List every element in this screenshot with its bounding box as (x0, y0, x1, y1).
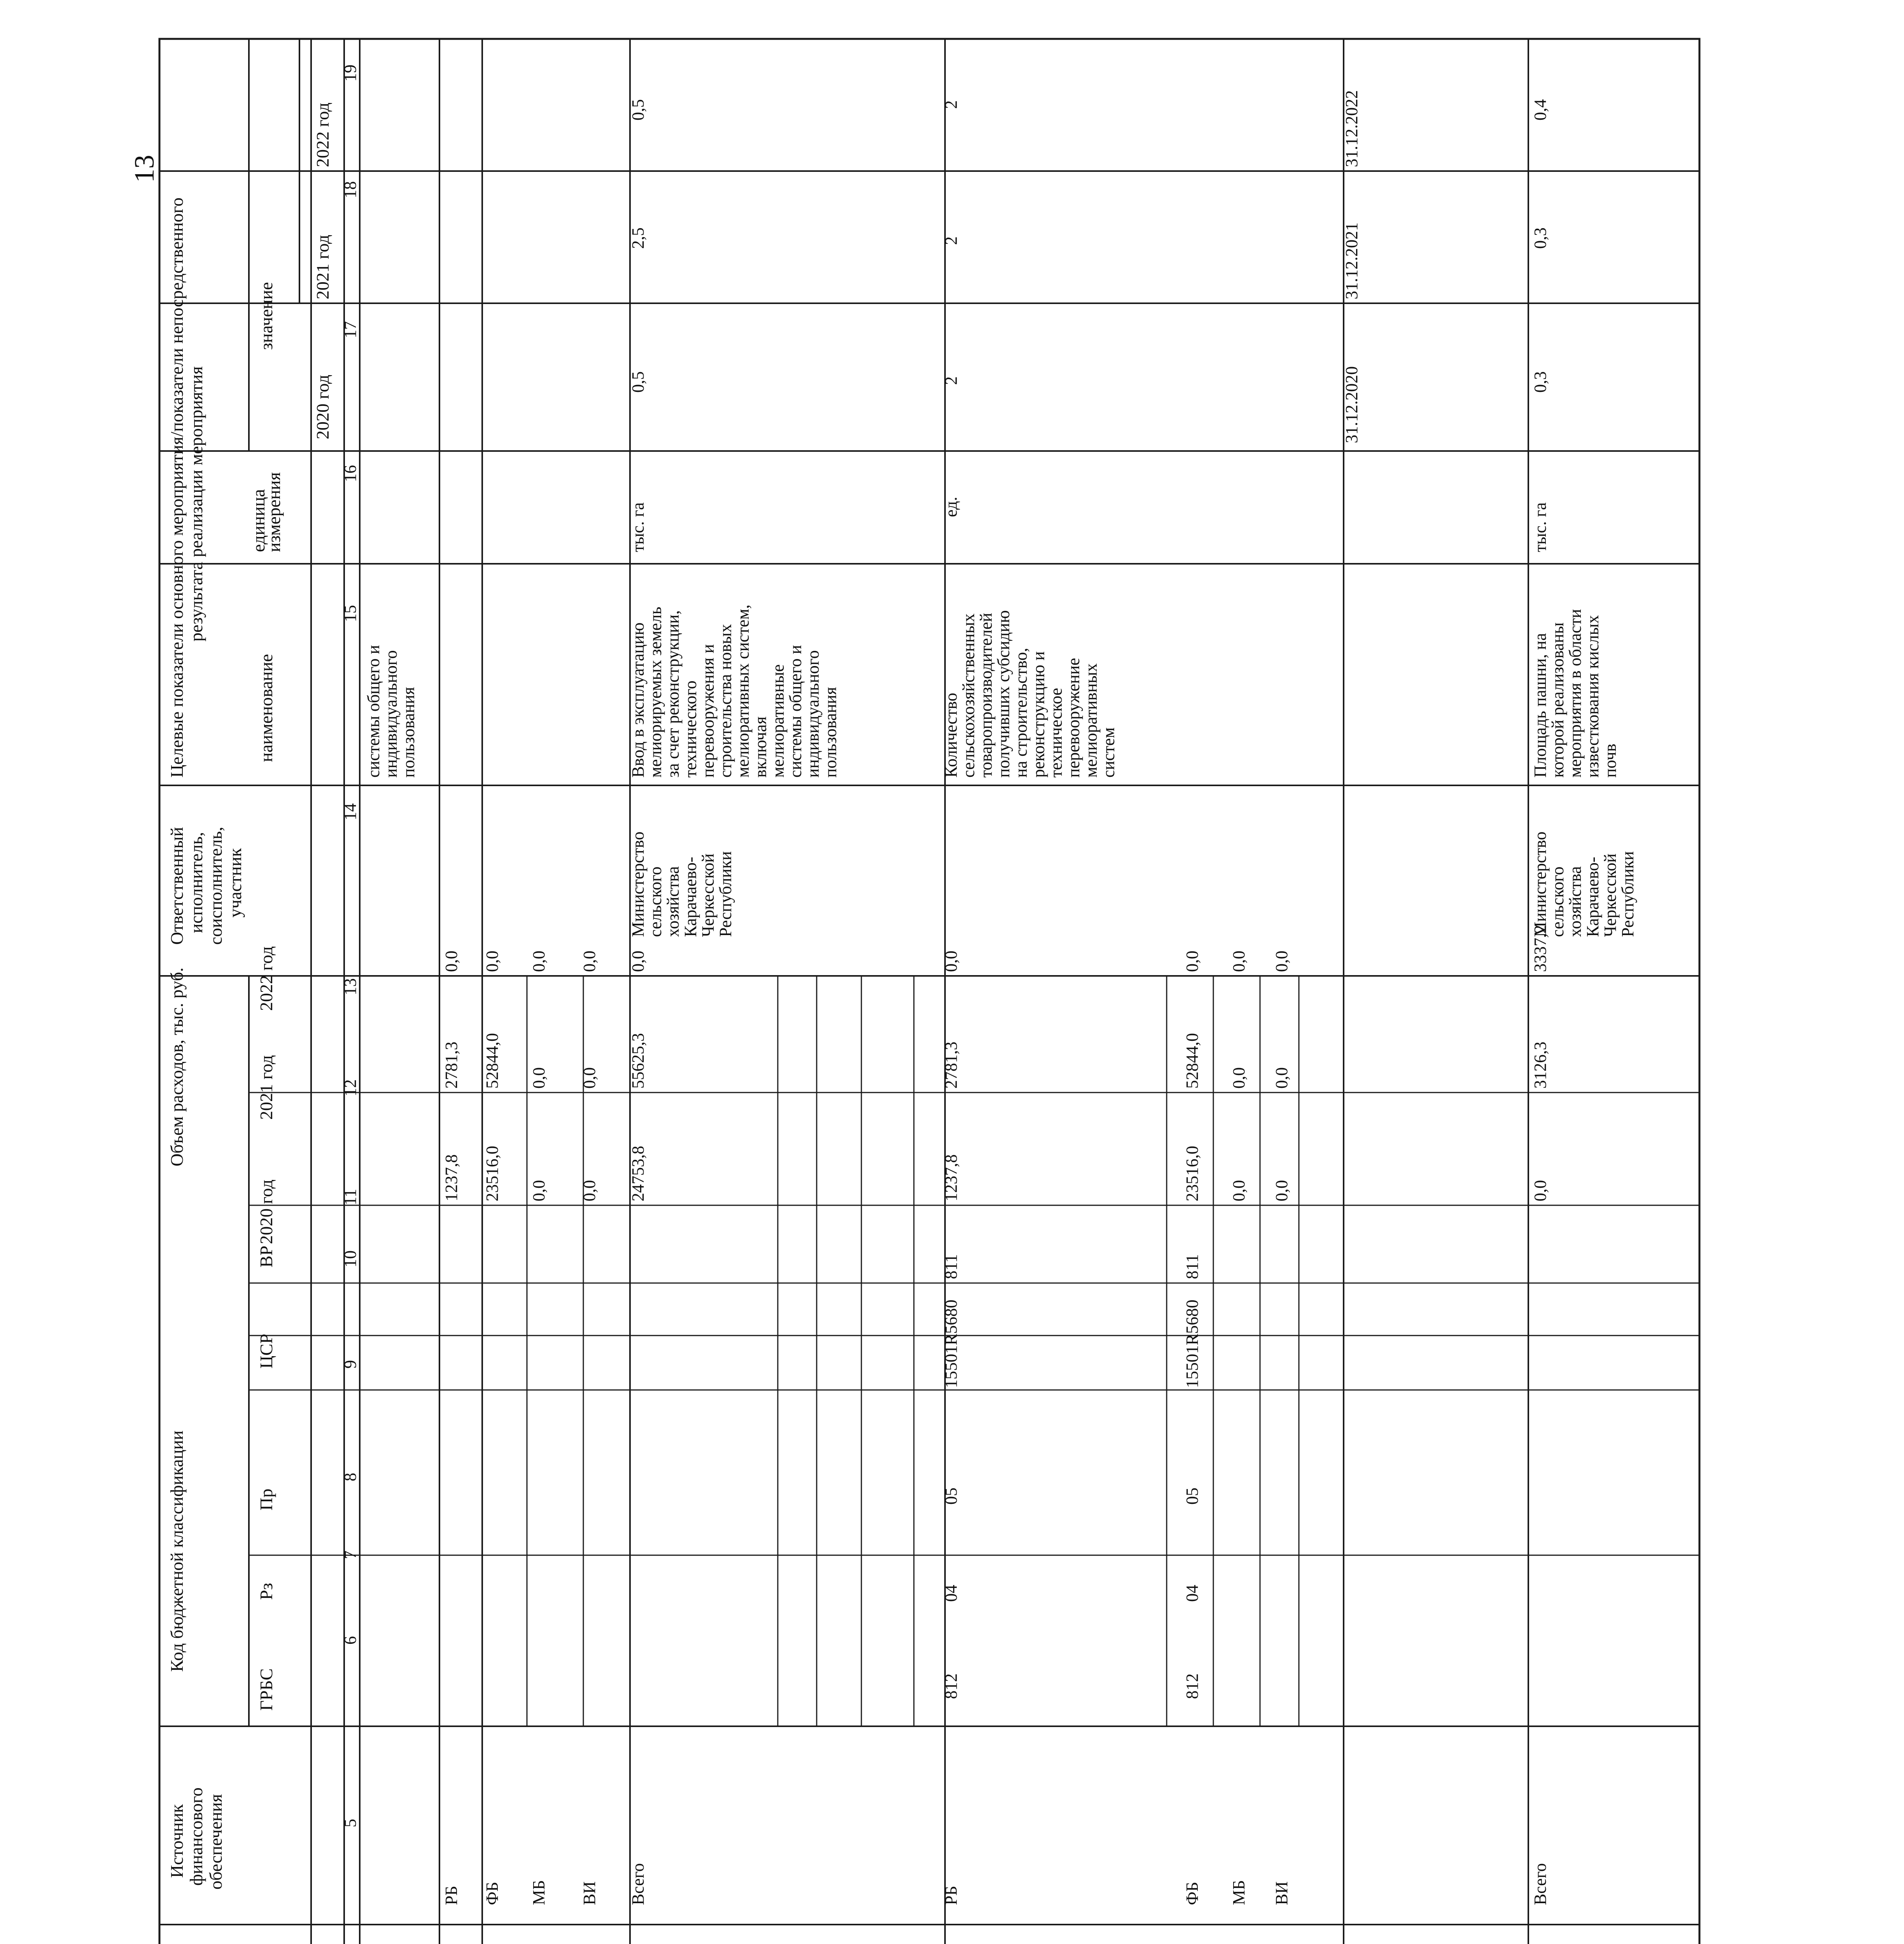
colnum-9: 9 (341, 1360, 360, 1369)
m511-rb-csr: 15501R5680 (942, 1299, 961, 1388)
control-2021: 31.12.2021 (1342, 222, 1361, 299)
measure-511-part-l3: хозяйства (663, 866, 682, 937)
measure-52-2021: 3126,3 (1531, 1042, 1550, 1089)
carry-rb-source: РБ (442, 1886, 461, 1905)
header-participant-l4: участник (225, 848, 245, 918)
colnum-10: 10 (341, 1250, 360, 1267)
measure-52-part-l4: Карачаево- (1583, 857, 1602, 937)
carry-indicator-l3: пользования (399, 687, 418, 778)
m511-vi-2020: 0,0 (1272, 1180, 1291, 1201)
header-2022-ind: 2022 год (313, 102, 332, 167)
header-grbs: ГРБС (256, 1668, 276, 1711)
ind1-l9: мелиоративные (768, 664, 788, 778)
carry-indicator-l1: системы общего и (364, 645, 383, 778)
carry-vi-source: ВИ (580, 1881, 599, 1905)
measure-52-part-l3: хозяйства (1566, 866, 1585, 937)
ind2-l7: техническое (1046, 688, 1066, 778)
measure-52-i2022: 0,4 (1531, 99, 1550, 121)
measure-52-unit: тыс. га (1531, 502, 1550, 552)
header-unit-l1: единица (248, 489, 268, 552)
ind1-l12: пользования (821, 687, 840, 778)
measure-52-2020: 0,0 (1531, 1180, 1550, 1201)
measure-52-ind-l4: известкования кислых (1583, 615, 1602, 778)
m511-fb-2020: 23516,0 (1183, 1146, 1202, 1201)
header-2021-ind: 2021 год (313, 234, 332, 299)
colnum-5: 5 (341, 1819, 360, 1827)
header-csr: ЦСР (256, 1334, 276, 1369)
measure-511-total-2021: 55625,3 (628, 1033, 648, 1089)
measure-52-part-l2: сельского (1548, 866, 1567, 937)
m511-rb-2020: 1237,8 (942, 1154, 961, 1201)
header-2020-ind: 2020 год (313, 374, 332, 439)
m511-rb-grbs: 812 (942, 1673, 961, 1699)
colnum-13: 13 (341, 978, 360, 995)
measure-511-total-2022: 0,0 (628, 951, 648, 972)
header-participant-l1: Ответственный (167, 827, 187, 945)
carry-mb-2022: 0,0 (529, 951, 548, 972)
measure-5-2 (1531, 99, 1637, 1944)
colnum-6: 6 (341, 1636, 360, 1645)
measure-511-total-source: Всего (628, 1863, 648, 1905)
ind2-l1: Количество (942, 692, 961, 778)
header-targets-l2: результата реализации мероприятия (186, 366, 206, 642)
carry-rb-2020: 1237,8 (442, 1154, 461, 1201)
ind1-2020: 0,5 (628, 371, 648, 393)
header-2021-exp: 2021 год (256, 1055, 276, 1120)
carry-mb-source: МБ (529, 1880, 548, 1905)
m511-fb-rz: 04 (1183, 1585, 1202, 1602)
colnum-12: 12 (341, 1079, 360, 1096)
colnum-19: 19 (341, 65, 360, 82)
header-2022-exp: 2022 год (256, 946, 276, 1011)
ind2-2021: 2 (942, 236, 961, 245)
ind1-2021: 2,5 (628, 227, 648, 249)
m511-mb-source: МБ (1229, 1880, 1248, 1905)
m511-mb-2021: 0,0 (1229, 1067, 1248, 1089)
colnum-8: 8 (341, 1473, 360, 1481)
m511-rb-2022: 0,0 (942, 951, 961, 972)
header-vr: ВР (256, 1245, 276, 1267)
page-number: 13 (129, 155, 160, 183)
header-source-l3: обеспечения (206, 1794, 226, 1890)
carry-rb-2021: 2781,3 (442, 1042, 461, 1089)
ind2-l10: систем (1099, 727, 1118, 778)
m511-vi-2021: 0,0 (1272, 1067, 1291, 1089)
colnum-17: 17 (341, 321, 360, 338)
m511-fb-2021: 52844,0 (1183, 1033, 1202, 1089)
header-rz: Рз (256, 1583, 276, 1600)
colnum-15: 15 (341, 605, 360, 622)
control-event (1342, 90, 1431, 1944)
ind1-l3: за счет реконструкции, (663, 610, 682, 778)
carry-fb-2022: 0,0 (483, 951, 502, 972)
control-2022: 31.12.2022 (1342, 90, 1361, 167)
measure-52-part-l6: Республики (1618, 851, 1637, 937)
ind2-l5: на строительство, (1012, 648, 1031, 778)
m511-vi-source: ВИ (1272, 1881, 1291, 1905)
m511-fb-grbs: 812 (1183, 1673, 1202, 1699)
carry-vi-2022: 0,0 (580, 951, 599, 972)
ind2-l6: реконструкцию и (1029, 651, 1048, 778)
ind2-unit: ед. (942, 496, 961, 517)
measure-511-total-2020: 24753,8 (628, 1146, 648, 1201)
header-2020-exp: 2020 год (256, 1179, 276, 1244)
ind1-l2: мелиорируемых земель (646, 607, 665, 778)
m511-rb-vr: 811 (942, 1254, 961, 1279)
m511-mb-2020: 0,0 (1229, 1180, 1248, 1201)
colnum-7: 7 (341, 1551, 360, 1559)
ind1-l4: технического (681, 680, 700, 778)
m511-fb-csr: 15501R5680 (1183, 1299, 1202, 1388)
ind2-l3: товаропроизводителей (976, 613, 996, 778)
carry-indicator-l2: индивидуального (382, 650, 401, 778)
header-participant-l3: соисполнитель, (206, 827, 226, 945)
m511-rb-2021: 2781,3 (942, 1042, 961, 1089)
carry-fb-source: ФБ (483, 1881, 502, 1905)
measure-52-2022: 3337,2 (1531, 925, 1550, 972)
ind2-l9: мелиоративных (1082, 663, 1101, 778)
measure-52-ind-l3: мероприятия в области (1566, 609, 1585, 778)
ind1-l6: строительства новых (716, 624, 735, 778)
table-grid (159, 39, 1699, 1944)
ind1-l10: системы общего и (786, 645, 805, 778)
colnum-16: 16 (341, 465, 360, 482)
carry-vi-2021: 0,0 (580, 1067, 599, 1089)
header-targets-l1: Целевые показатели основного мероприятия/показатели непосредственного (167, 198, 187, 778)
header-indicator-name: наименование (256, 654, 276, 762)
header-participant-l2: исполнитель, (186, 832, 206, 933)
measure-511-part-l6: Республики (716, 851, 735, 937)
measure-52-ind-l1: Площадь пашни, на (1531, 633, 1550, 778)
carry-rb-2022: 0,0 (442, 951, 461, 972)
ind1-l1: Ввод в эксплуатацию (628, 622, 648, 778)
m511-vi-2022: 0,0 (1272, 951, 1291, 972)
header-expenses: Объем расходов, тыс. руб. (167, 967, 187, 1166)
measure-52-part-l1: Министерство (1531, 831, 1550, 937)
header-budget-code: Код бюджетной классификации (167, 1430, 187, 1672)
measure-52-i2021: 0,3 (1531, 227, 1550, 249)
ind1-l11: индивидуального (803, 650, 822, 778)
ind2-2020: 2 (942, 376, 961, 385)
measure-511-part-l2: сельского (646, 866, 665, 937)
header-value: значение (256, 282, 276, 350)
m511-mb-2022: 0,0 (1229, 951, 1248, 972)
ind1-unit: тыс. га (628, 502, 648, 552)
measure-52-ind-l2: которой реализованы (1548, 622, 1567, 778)
m511-rb-pr: 05 (942, 1488, 961, 1505)
measure-52-ind-l5: почв (1601, 743, 1620, 778)
carry-vi-2020: 0,0 (580, 1180, 599, 1201)
ind1-l7: мелиоративных систем, (733, 604, 752, 778)
colnum-14: 14 (341, 803, 360, 820)
header-pr: Пр (256, 1488, 276, 1510)
carry-fb-2020: 23516,0 (483, 1146, 502, 1201)
measure-52-i2020: 0,3 (1531, 371, 1550, 393)
measure-5-1-1 (628, 99, 1291, 1944)
carry-mb-2020: 0,0 (529, 1180, 548, 1201)
measure-511-part-l1: Министерство (628, 831, 648, 937)
m511-rb-rz: 04 (942, 1585, 961, 1602)
ind2-l8: перевооружение (1064, 658, 1083, 778)
carry-fb-2021: 52844,0 (483, 1033, 502, 1089)
measure-52-source: Всего (1531, 1863, 1550, 1905)
header-source-l2: финансового (186, 1787, 206, 1886)
table-header (151, 103, 332, 1944)
ind2-2022: 2 (942, 100, 961, 109)
m511-fb-2022: 0,0 (1183, 951, 1202, 972)
control-2020: 31.12.2020 (1342, 366, 1361, 443)
m511-fb-source: ФБ (1183, 1881, 1202, 1905)
m511-rb-source: РБ (942, 1886, 961, 1905)
ind1-2022: 0,5 (628, 99, 648, 121)
header-unit-l2: измерения (264, 472, 284, 552)
ind2-l4: получивших субсидию (994, 610, 1013, 778)
measure-52-part-l5: Черкесской (1601, 853, 1620, 937)
ind2-l2: сельскохозяйственных (959, 613, 978, 778)
measure-511-part-l4: Карачаево- (681, 857, 700, 937)
colnum-11: 11 (341, 1189, 360, 1205)
header-source-l1: Источник (167, 1804, 187, 1878)
m511-fb-pr: 05 (1183, 1488, 1202, 1505)
measure-511-part-l5: Черкесской (698, 853, 718, 937)
carry-mb-2021: 0,0 (529, 1067, 548, 1089)
m511-fb-vr: 811 (1183, 1254, 1202, 1279)
ind1-l8: включая (751, 716, 770, 778)
ind1-l5: перевооружения и (698, 644, 718, 778)
colnum-18: 18 (341, 181, 360, 198)
